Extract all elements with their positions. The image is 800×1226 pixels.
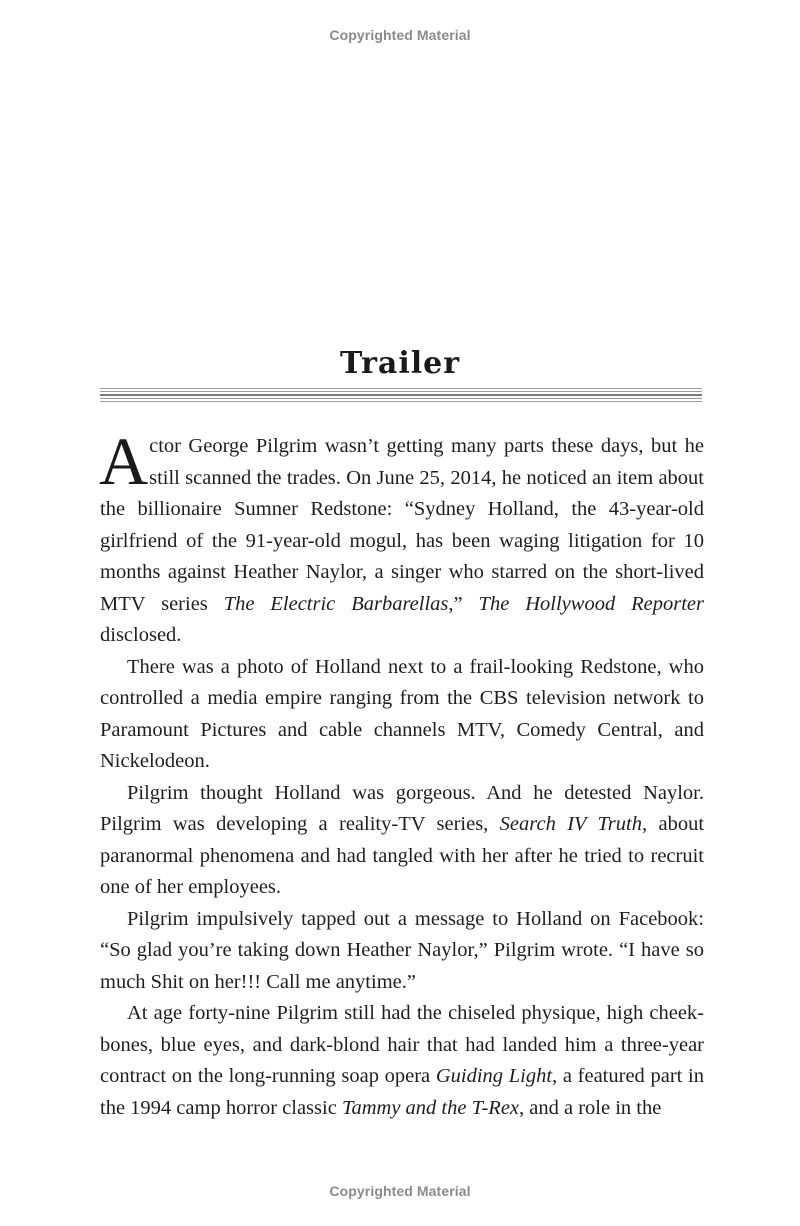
paragraph-5-text-c: , and a role in the xyxy=(519,1096,662,1119)
paragraph-3-text-b: , about paranormal phenomena and had tangled with her after he tried to recruit one of her employees. xyxy=(100,813,705,898)
chapter-title: Trailer xyxy=(339,346,461,382)
paragraph-5-text-a: At age forty-nine Pilgrim still had the chiseled physique, high cheekbones, blue eyes, and dark-blond hair that had landed him a three-year contract on the long-running soap opera xyxy=(100,1002,704,1087)
paragraph-3-text-a: Pilgrim thought Holland was gorgeous. And he detested Naylor. Pilgrim was developing a reality-TV series, xyxy=(100,781,704,835)
paragraph-3 xyxy=(100,778,704,904)
drop-cap: A xyxy=(99,423,149,499)
paragraph-1-text-b: ,” xyxy=(448,592,479,615)
paragraph-1-text-c: disclosed. xyxy=(100,624,182,646)
italic-publication-title: The Hollywood Reporter xyxy=(478,592,704,615)
copyright-watermark-bottom: Copyrighted Material xyxy=(329,1183,471,1199)
paragraph-2: There was a photo of Holland next to a frail-looking Redstone, who controlled a media empire ranging from the CBS television network to Paramount Pictures and cable channels MTV, Comedy Central, and Nickelodeon. xyxy=(100,655,704,772)
italic-series-title: Search IV Truth xyxy=(499,813,642,835)
italic-film-title: Tammy and the T-Rex xyxy=(341,1096,520,1119)
copyright-watermark-top: Copyrighted Material xyxy=(329,27,471,43)
paragraph-1-text-a: ctor George Pilgrim wasn’t getting many parts these days, but he still scanned the trades. On June 25, 2014, he noticed an item about the billionaire Sumner Redstone: “Sydney Holland, the 43-year-old girlfriend of the 91-year-old mogul, has been waging litigation for 10 months against Heather Naylor, a singer who starred on the short-lived MTV series xyxy=(100,435,704,615)
title-divider xyxy=(100,388,702,402)
paragraph-5 xyxy=(100,998,704,1124)
italic-soap-title: Guiding Light xyxy=(435,1065,553,1087)
italic-show-title: The Electric Barbarellas xyxy=(223,592,449,615)
body-text xyxy=(99,423,705,1124)
paragraph-5-text-b: , a featured part in the 1994 camp horror classic xyxy=(100,1065,704,1119)
paragraph-4: Pilgrim impulsively tapped out a message to Holland on Facebook: “So glad you’re taking down Heather Naylor,” Pilgrim wrote. “I have so much Shit on her!!! Call me anytime.” xyxy=(100,907,704,993)
paragraph-1 xyxy=(99,423,704,652)
